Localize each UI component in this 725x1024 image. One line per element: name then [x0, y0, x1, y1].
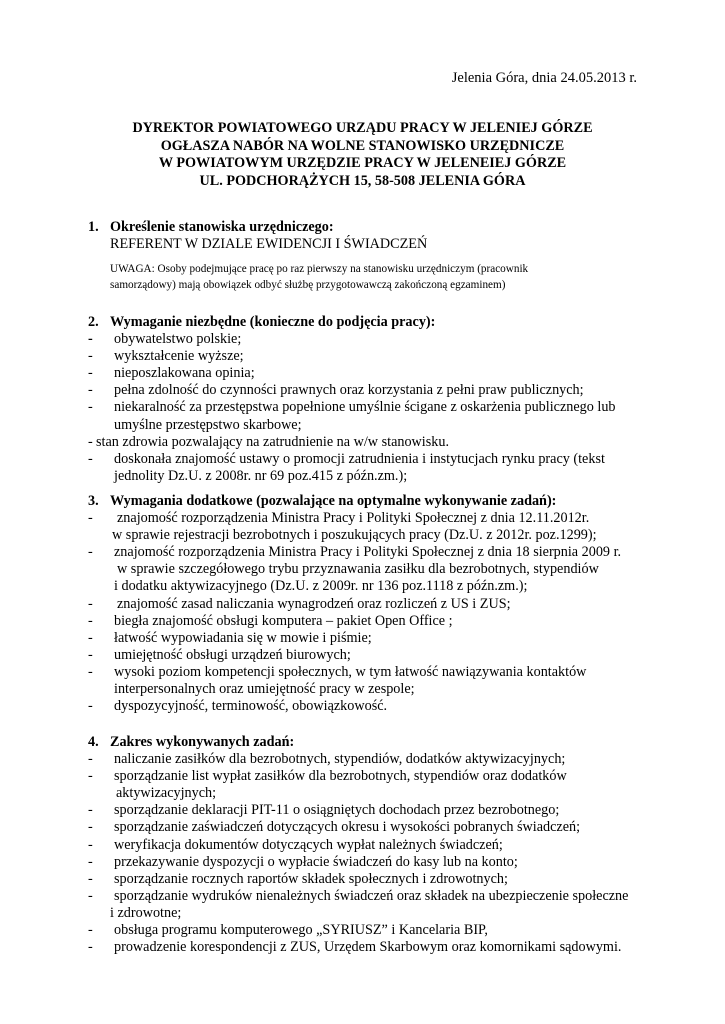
- item-text: doskonała znajomość ustawy o promocji zatrudnienia i instytucjach rynku pracy (tekst: [114, 450, 605, 467]
- item-text: stan zdrowia pozwalający na zatrudnienie na w/w stanowisku.: [96, 433, 449, 450]
- item-text: obywatelstwo polskie;: [114, 331, 242, 348]
- dash: -: [88, 939, 93, 956]
- item-text: sporządzanie deklaracji PIT-11 o osiągniętych dochodach przez bezrobotnego;: [114, 802, 560, 819]
- dash: -: [88, 768, 93, 785]
- item-text: sporządzanie wydruków nienależnych świadczeń oraz składek na ubezpieczenie społeczne: [114, 887, 629, 904]
- dash: -: [88, 751, 93, 768]
- list-item: [88, 664, 648, 698]
- item-text-continued: interpersonalnych oraz umiejętność pracy w zespole;: [114, 681, 415, 698]
- list-item: [88, 348, 648, 365]
- list-item: [88, 751, 648, 768]
- list-item: [88, 802, 648, 819]
- item-text-continued: i dodatku aktywizacyjnego (Dz.U. z 2009r. nr 136 poz.1118 z późn.zm.);: [114, 578, 528, 595]
- section-title: [88, 493, 648, 510]
- list-item: [88, 630, 648, 647]
- dash: -: [88, 450, 93, 467]
- list-item: [88, 698, 648, 715]
- list-item: [88, 854, 648, 871]
- item-text-continued: w sprawie szczegółowego trybu przyznawania zasiłku dla bezrobotnych, stypendiów: [117, 561, 599, 578]
- item-text: wykształcenie wyższe;: [114, 348, 244, 365]
- list-item: [88, 837, 648, 854]
- item-text: pełna zdolność do czynności prawnych oraz korzystania z pełni praw publicznych;: [114, 382, 584, 399]
- item-text: znajomość rozporządzenia Ministra Pracy i Polityki Społecznej z dnia 18 sierpnia 2009 r.: [114, 544, 622, 561]
- item-text-continued: aktywizacyjnych;: [116, 785, 217, 802]
- dash: -: [88, 663, 93, 680]
- item-text: przekazywanie dyspozycji o wypłacie świadczeń do kasy lub na konto;: [114, 853, 518, 870]
- list-item: [88, 399, 648, 433]
- list-item: [88, 647, 648, 664]
- item-text: znajomość zasad naliczania wynagrodzeń oraz rozliczeń z US i ZUS;: [117, 595, 511, 612]
- item-text: znajomość rozporządzenia Ministra Pracy i Polityki Społecznej z dnia 12.11.2012r.: [117, 510, 590, 527]
- item-text: łatwość wypowiadania się w mowie i piśmie;: [114, 629, 372, 646]
- item-text: sporządzanie zaświadczeń dotyczących okresu i wysokości pobranych świadczeń;: [114, 819, 581, 836]
- heading-block: [0, 120, 725, 190]
- dash: -: [88, 802, 93, 819]
- dash: -: [88, 399, 93, 416]
- section-title: [88, 219, 648, 236]
- item-text: obsługa programu komputerowego „SYRIUSZ” i Kancelaria BIP,: [114, 922, 488, 939]
- item-text: prowadzenie korespondencji z ZUS, Urzędem Skarbowym oraz komornikami sądowymi.: [114, 939, 622, 956]
- section-duties: [88, 734, 648, 956]
- dash: -: [88, 646, 93, 663]
- section-title-text: Określenie stanowiska urzędniczego:: [110, 219, 334, 235]
- note: [110, 262, 648, 293]
- item-text: nieposzlakowana opinia;: [114, 365, 255, 382]
- heading-line: OGŁASZA NABÓR NA WOLNE STANOWISKO URZĘDNICZE: [160, 137, 565, 154]
- heading-line: UL. PODCHORĄŻYCH 15, 58-508 JELENIA GÓRA: [199, 172, 526, 189]
- item-text: sporządzanie list wypłat zasiłków dla bezrobotnych, stypendiów oraz dodatków: [114, 768, 567, 785]
- list-item: [88, 939, 648, 956]
- dash: -: [88, 348, 93, 365]
- dash: -: [88, 819, 93, 836]
- dash: -: [88, 870, 93, 887]
- list-item: [88, 434, 648, 451]
- item-text: dyspozycyjność, terminowość, obowiązkowość.: [114, 698, 388, 715]
- item-text-continued: umyślne przestępstwo skarbowe;: [114, 416, 302, 433]
- item-text: wysoki poziom kompetencji społecznych, w tym łatwość nawiązywania kontaktów: [114, 663, 587, 680]
- item-text: sporządzanie rocznych raportów składek społecznych i zdrowotnych;: [114, 870, 508, 887]
- list-item: [88, 888, 648, 922]
- dash: -: [88, 922, 93, 939]
- section-number: 2.: [88, 314, 99, 330]
- dash: -: [88, 510, 93, 527]
- dash: -: [88, 544, 93, 561]
- list-item: [88, 544, 648, 595]
- dash: -: [88, 612, 93, 629]
- section-title-text: Wymagania dodatkowe (pozwalające na optymalne wykonywanie zadań):: [110, 493, 557, 509]
- dash: -: [88, 331, 93, 348]
- dash: -: [88, 629, 93, 646]
- list-item: [88, 365, 648, 382]
- list-item: [88, 922, 648, 939]
- dash: -: [88, 836, 93, 853]
- list-item: [88, 331, 648, 348]
- heading-line: DYREKTOR POWIATOWEGO URZĄDU PRACY W JELENIEJ GÓRZE: [132, 120, 593, 136]
- dash: -: [88, 382, 93, 399]
- section-title-text: Zakres wykonywanych zadań:: [110, 734, 295, 750]
- item-text-continued: w sprawie rejestracji bezrobotnych i poszukujących pracy (Dz.U. z 2012r. poz.1299);: [112, 527, 597, 544]
- list-item: [88, 871, 648, 888]
- section-position: [88, 219, 648, 293]
- section-title: [88, 734, 648, 751]
- list-item: [88, 596, 648, 613]
- dash: -: [88, 433, 93, 450]
- dash: -: [88, 595, 93, 612]
- item-text: umiejętność obsługi urządzeń biurowych;: [114, 646, 351, 663]
- section-required: [88, 314, 648, 485]
- section-number: 1.: [88, 219, 99, 235]
- section-title: [88, 314, 648, 331]
- dash: -: [88, 887, 93, 904]
- list-item: [88, 613, 648, 630]
- list-item: [88, 382, 648, 399]
- item-text: biegła znajomość obsługi komputera – pakiet Open Office ;: [114, 612, 453, 629]
- dash: -: [88, 698, 93, 715]
- heading-line: W POWIATOWYM URZĘDZIE PRACY W JELENEIEJ GÓRZE: [158, 155, 567, 172]
- item-text-continued: i zdrowotne;: [110, 904, 182, 921]
- section-number: 4.: [88, 734, 99, 750]
- list-item: [88, 768, 648, 802]
- note-line: UWAGA: Osoby podejmujące pracę po raz pierwszy na stanowisku urzędniczym (pracownik: [110, 263, 529, 276]
- dash: -: [88, 365, 93, 382]
- section-additional: [88, 493, 648, 715]
- note-line: samorządowy) mają obowiązek odbyć służbę przygotowawczą zakończoną egzaminem): [110, 278, 506, 291]
- item-text: niekaralność za przestępstwa popełnione umyślnie ścigane z oskarżenia publicznego lub: [114, 399, 616, 416]
- position-name: REFERENT W DZIALE EWIDENCJI I ŚWIADCZEŃ: [110, 236, 428, 253]
- item-text: weryfikacja dokumentów dotyczących wypłat należnych świadczeń;: [114, 836, 503, 853]
- dash: -: [88, 853, 93, 870]
- section-number: 3.: [88, 493, 99, 509]
- list-item: [88, 510, 648, 544]
- item-text-continued: jednolity Dz.U. z 2008r. nr 69 poz.415 z późn.zm.);: [114, 467, 408, 484]
- section-title-text: Wymaganie niezbędne (konieczne do podjęcia pracy):: [110, 314, 436, 330]
- list-item: [88, 451, 648, 485]
- date-line: Jelenia Góra, dnia 24.05.2013 r.: [451, 70, 637, 86]
- item-text: naliczanie zasiłków dla bezrobotnych, stypendiów, dodatków aktywizacyjnych;: [114, 751, 566, 768]
- list-item: [88, 819, 648, 836]
